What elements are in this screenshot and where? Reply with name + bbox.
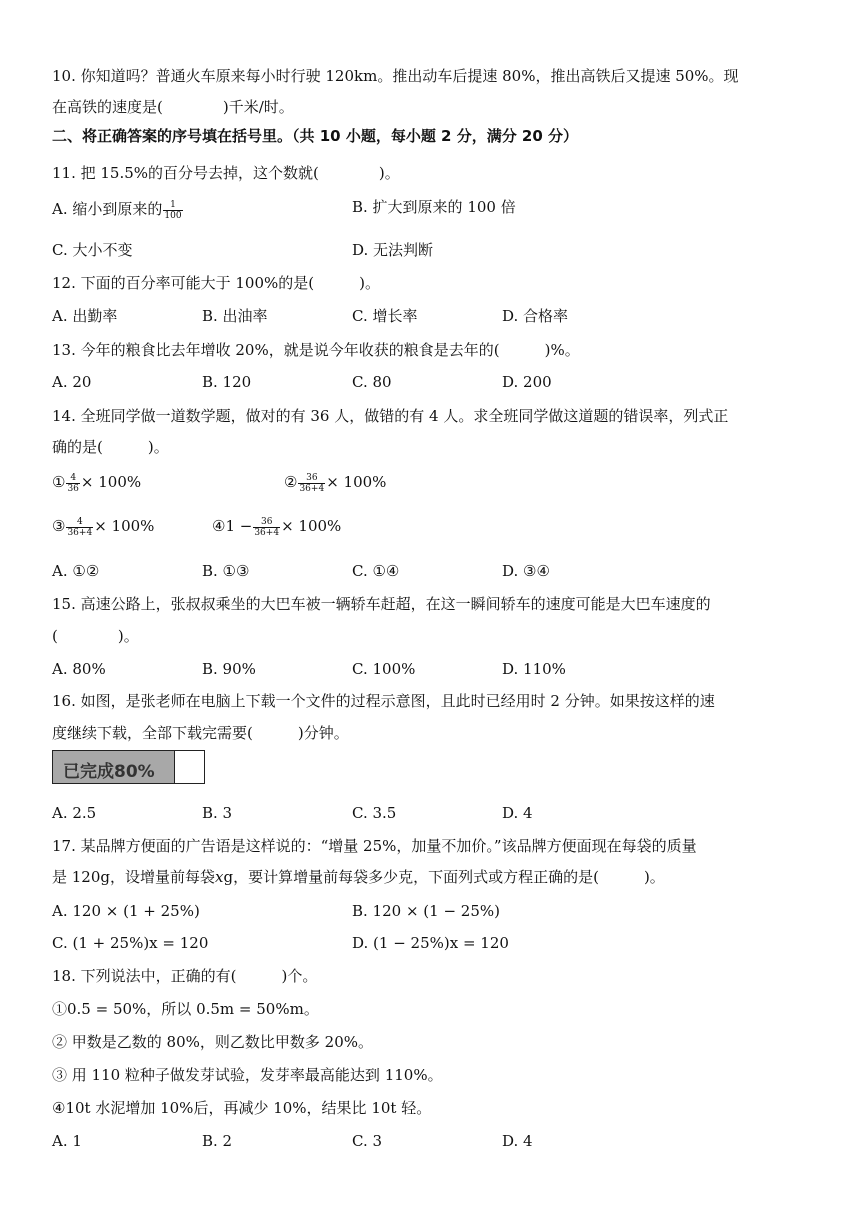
q18-statement-1: ①0.5 = 50%，所以 0.5m = 50%m。 bbox=[52, 1000, 319, 1018]
q14-option-d: D. ③④ bbox=[502, 562, 550, 580]
q10-line1: 10. 你知道吗？普通火车原来每小时行驶 120km。推出动车后提速 80%，推出高铁后又提速 50%。现 bbox=[52, 67, 739, 85]
q15-option-d: D. 110% bbox=[502, 660, 566, 678]
q12-option-b: B. 出油率 bbox=[202, 307, 268, 325]
q18-option-d: D. 4 bbox=[502, 1132, 533, 1150]
q12-option-d: D. 合格率 bbox=[502, 307, 569, 325]
q17-line1: 17. 某品牌方便面的广告语是这样说的：“增量 25%，加量不加价。”该品牌方便面现在每袋的质量 bbox=[52, 837, 697, 855]
q10-line2: 在高铁的速度是( )千米/时。 bbox=[52, 98, 294, 116]
q13-stem: 13. 今年的粮食比去年增收 20%，就是说今年收获的粮食是去年的( )%。 bbox=[52, 341, 580, 359]
q11-option-d: D. 无法判断 bbox=[352, 241, 434, 259]
q11-option-b: B. 扩大到原来的 100 倍 bbox=[352, 198, 516, 216]
q14-fraction-2: $\frac{36}{36+4}$ bbox=[299, 472, 325, 494]
q11-option-a bbox=[52, 196, 184, 222]
q11-option-c: C. 大小不变 bbox=[52, 241, 133, 259]
q15-option-c: C. 100% bbox=[352, 660, 416, 678]
q13-option-d: D. 200 bbox=[502, 373, 552, 391]
q14-fraction-1: $\frac{4}{36}$ bbox=[67, 472, 79, 494]
q15-line2: ( )。 bbox=[52, 627, 139, 645]
q17-line2: 是 120g，设增量前每袋xg，要计算增量前每袋多少克，下面列式或方程正确的是( )。 bbox=[52, 868, 665, 886]
section-2-header: 二、将正确答案的序号填在括号里。（共 10 小题，每小题 2 分，满分 20 分） bbox=[52, 127, 579, 145]
q18-option-b: B. 2 bbox=[202, 1132, 233, 1150]
q11-option-a-text: A. 缩小到原来的 bbox=[52, 200, 163, 218]
q13-option-a: A. 20 bbox=[52, 373, 92, 391]
q11-fraction: $\frac{1}{100}$ bbox=[164, 199, 182, 221]
q14-fraction-3: $\frac{4}{36+4}$ bbox=[67, 516, 93, 538]
q14-option-a: A. ①② bbox=[52, 562, 100, 580]
q17-option-b: B. 120 × (1 − 25%) bbox=[352, 902, 500, 920]
download-progress-bar bbox=[52, 750, 205, 784]
q12-stem: 12. 下面的百分率可能大于 100%的是( )。 bbox=[52, 274, 380, 292]
q17-option-a: A. 120 × (1 + 25%) bbox=[52, 902, 200, 920]
q16-option-d: D. 4 bbox=[502, 804, 533, 822]
q15-option-b: B. 90% bbox=[202, 660, 256, 678]
q14-option-1: ① $\frac{4}{36}$ × 100% bbox=[52, 472, 142, 494]
q16-line1: 16. 如图，是张老师在电脑上下载一个文件的过程示意图，且此时已经用时 2 分钟。如果按这样的速 bbox=[52, 692, 715, 710]
q15-line1: 15. 高速公路上，张叔叔乘坐的大巴车被一辆轿车赶超，在这一瞬间轿车的速度可能是大巴车速度的 bbox=[52, 595, 711, 613]
q13-option-b: B. 120 bbox=[202, 373, 252, 391]
q18-option-a: A. 1 bbox=[52, 1132, 82, 1150]
q14-option-c: C. ①④ bbox=[352, 562, 400, 580]
q14-option-2: ② $\frac{36}{36+4}$ × 100% bbox=[284, 472, 387, 494]
q14-option-4: ④1 − $\frac{36}{36+4}$ × 100% bbox=[212, 516, 342, 538]
q12-option-c: C. 增长率 bbox=[352, 307, 418, 325]
q14-option-b: B. ①③ bbox=[202, 562, 250, 580]
q11-stem: 11. 把 15.5%的百分号去掉，这个数就( )。 bbox=[52, 164, 400, 182]
q16-option-b: B. 3 bbox=[202, 804, 233, 822]
q18-statement-2: ② 甲数是乙数的 80%，则乙数比甲数多 20%。 bbox=[52, 1033, 373, 1051]
q16-line2: 度继续下载，全部下载完需要( )分钟。 bbox=[52, 724, 349, 742]
q16-option-a: A. 2.5 bbox=[52, 804, 97, 822]
q16-option-c: C. 3.5 bbox=[352, 804, 397, 822]
variable-x: x bbox=[215, 868, 224, 886]
q14-option-3: ③ $\frac{4}{36+4}$ × 100% bbox=[52, 516, 155, 538]
progress-label: 已完成80% bbox=[63, 762, 155, 782]
q14-line1: 14. 全班同学做一道数学题，做对的有 36 人，做错的有 4 人。求全班同学做这道题的错误率，列式正 bbox=[52, 407, 729, 425]
q18-statement-4: ④10t 水泥增加 10%后，再减少 10%，结果比 10t 轻。 bbox=[52, 1099, 432, 1117]
q15-option-a: A. 80% bbox=[52, 660, 106, 678]
q18-stem: 18. 下列说法中，正确的有( )个。 bbox=[52, 967, 318, 985]
q14-fraction-4: $\frac{36}{36+4}$ bbox=[254, 516, 280, 538]
q14-line2: 确的是( )。 bbox=[52, 438, 169, 456]
q17-option-d: D. (1 − 25%)x = 120 bbox=[352, 934, 509, 952]
q18-statement-3: ③ 用 110 粒种子做发芽试验，发芽率最高能达到 110%。 bbox=[52, 1066, 443, 1084]
q18-option-c: C. 3 bbox=[352, 1132, 383, 1150]
q12-option-a: A. 出勤率 bbox=[52, 307, 118, 325]
q13-option-c: C. 80 bbox=[352, 373, 392, 391]
q17-option-c: C. (1 + 25%)x = 120 bbox=[52, 934, 209, 952]
